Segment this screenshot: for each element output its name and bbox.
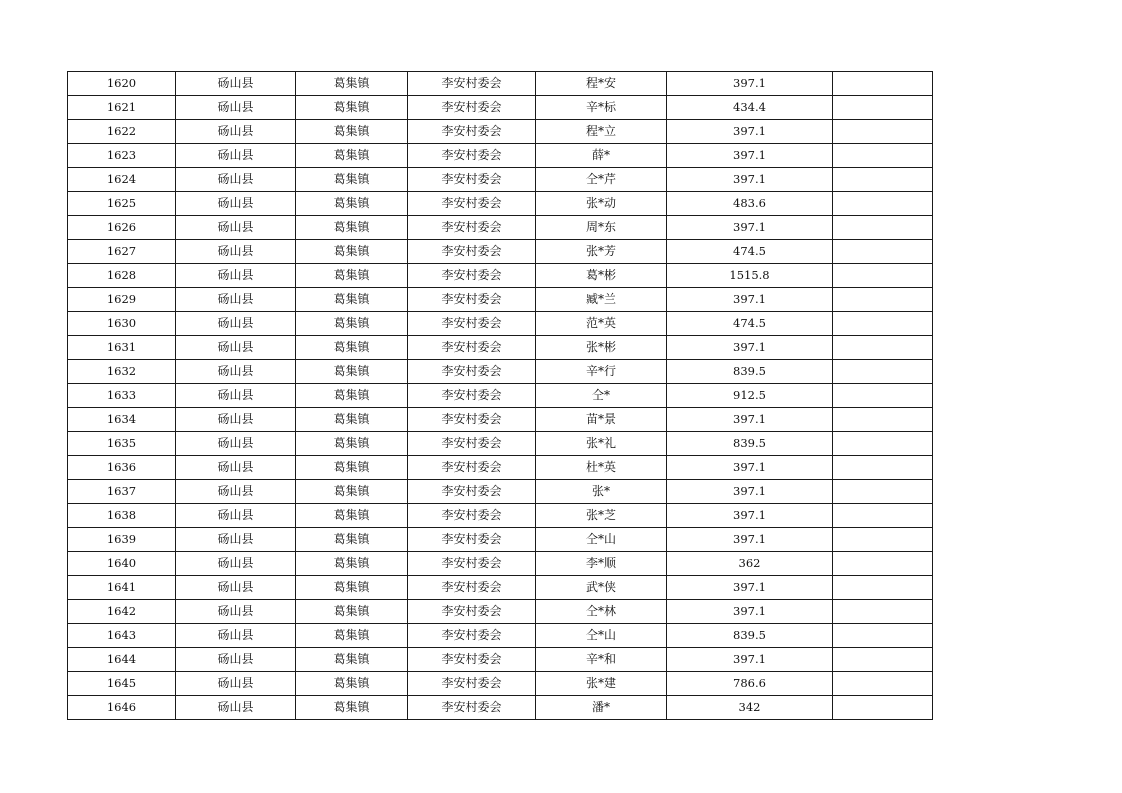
town-cell: 葛集镇: [296, 552, 408, 576]
row-number-cell: 1644: [68, 648, 176, 672]
amount-cell: 786.6: [667, 672, 833, 696]
remark-cell: [833, 480, 933, 504]
name-cell: 张*芝: [536, 504, 667, 528]
amount-cell: 1515.8: [667, 264, 833, 288]
county-cell: 砀山县: [176, 480, 296, 504]
name-cell: 辛*和: [536, 648, 667, 672]
table-row: [68, 168, 933, 192]
name-cell: 仝*芹: [536, 168, 667, 192]
row-number-cell: 1632: [68, 360, 176, 384]
county-cell: 砀山县: [176, 384, 296, 408]
name-cell: 辛*标: [536, 96, 667, 120]
name-cell: 张*礼: [536, 432, 667, 456]
town-cell: 葛集镇: [296, 240, 408, 264]
village-cell: 李安村委会: [408, 264, 536, 288]
county-cell: 砀山县: [176, 528, 296, 552]
amount-cell: 397.1: [667, 528, 833, 552]
name-cell: 仝*林: [536, 600, 667, 624]
table-row: [68, 480, 933, 504]
table-row: [68, 672, 933, 696]
county-cell: 砀山县: [176, 648, 296, 672]
remark-cell: [833, 384, 933, 408]
amount-cell: 397.1: [667, 72, 833, 96]
name-cell: 范*英: [536, 312, 667, 336]
county-cell: 砀山县: [176, 216, 296, 240]
row-number-cell: 1624: [68, 168, 176, 192]
amount-cell: 434.4: [667, 96, 833, 120]
amount-cell: 397.1: [667, 408, 833, 432]
town-cell: 葛集镇: [296, 192, 408, 216]
table-row: [68, 432, 933, 456]
county-cell: 砀山县: [176, 144, 296, 168]
village-cell: 李安村委会: [408, 576, 536, 600]
town-cell: 葛集镇: [296, 336, 408, 360]
village-cell: 李安村委会: [408, 288, 536, 312]
county-cell: 砀山县: [176, 336, 296, 360]
county-cell: 砀山县: [176, 312, 296, 336]
amount-cell: 912.5: [667, 384, 833, 408]
table-row: [68, 360, 933, 384]
amount-cell: 397.1: [667, 120, 833, 144]
amount-cell: 397.1: [667, 648, 833, 672]
town-cell: 葛集镇: [296, 168, 408, 192]
remark-cell: [833, 504, 933, 528]
village-cell: 李安村委会: [408, 336, 536, 360]
village-cell: 李安村委会: [408, 144, 536, 168]
village-cell: 李安村委会: [408, 624, 536, 648]
table-row: [68, 552, 933, 576]
village-cell: 李安村委会: [408, 432, 536, 456]
remark-cell: [833, 648, 933, 672]
amount-cell: 342: [667, 696, 833, 720]
town-cell: 葛集镇: [296, 144, 408, 168]
name-cell: 薛*: [536, 144, 667, 168]
amount-cell: 397.1: [667, 144, 833, 168]
name-cell: 程*立: [536, 120, 667, 144]
village-cell: 李安村委会: [408, 600, 536, 624]
town-cell: 葛集镇: [296, 408, 408, 432]
name-cell: 张*动: [536, 192, 667, 216]
row-number-cell: 1621: [68, 96, 176, 120]
town-cell: 葛集镇: [296, 504, 408, 528]
county-cell: 砀山县: [176, 240, 296, 264]
row-number-cell: 1622: [68, 120, 176, 144]
village-cell: 李安村委会: [408, 216, 536, 240]
row-number-cell: 1642: [68, 600, 176, 624]
amount-cell: 397.1: [667, 168, 833, 192]
county-cell: 砀山县: [176, 672, 296, 696]
county-cell: 砀山县: [176, 456, 296, 480]
town-cell: 葛集镇: [296, 600, 408, 624]
table-row: [68, 528, 933, 552]
remark-cell: [833, 672, 933, 696]
table-row: [68, 240, 933, 264]
row-number-cell: 1646: [68, 696, 176, 720]
table-row: [68, 600, 933, 624]
town-cell: 葛集镇: [296, 672, 408, 696]
town-cell: 葛集镇: [296, 624, 408, 648]
table-row: [68, 648, 933, 672]
remark-cell: [833, 120, 933, 144]
row-number-cell: 1631: [68, 336, 176, 360]
village-cell: 李安村委会: [408, 312, 536, 336]
town-cell: 葛集镇: [296, 312, 408, 336]
name-cell: 张*: [536, 480, 667, 504]
table-row: [68, 288, 933, 312]
village-cell: 李安村委会: [408, 96, 536, 120]
table-row: [68, 96, 933, 120]
table-row: [68, 504, 933, 528]
row-number-cell: 1638: [68, 504, 176, 528]
village-cell: 李安村委会: [408, 696, 536, 720]
remark-cell: [833, 192, 933, 216]
town-cell: 葛集镇: [296, 72, 408, 96]
table-row: [68, 576, 933, 600]
remark-cell: [833, 696, 933, 720]
town-cell: 葛集镇: [296, 120, 408, 144]
remark-cell: [833, 432, 933, 456]
county-cell: 砀山县: [176, 600, 296, 624]
table-body: [68, 72, 933, 720]
town-cell: 葛集镇: [296, 696, 408, 720]
remark-cell: [833, 336, 933, 360]
village-cell: 李安村委会: [408, 552, 536, 576]
amount-cell: 839.5: [667, 624, 833, 648]
name-cell: 张*芳: [536, 240, 667, 264]
village-cell: 李安村委会: [408, 648, 536, 672]
county-cell: 砀山县: [176, 288, 296, 312]
name-cell: 苗*景: [536, 408, 667, 432]
amount-cell: 397.1: [667, 576, 833, 600]
town-cell: 葛集镇: [296, 96, 408, 120]
amount-cell: 839.5: [667, 360, 833, 384]
amount-cell: 397.1: [667, 336, 833, 360]
town-cell: 葛集镇: [296, 360, 408, 384]
row-number-cell: 1640: [68, 552, 176, 576]
town-cell: 葛集镇: [296, 216, 408, 240]
name-cell: 武*侠: [536, 576, 667, 600]
amount-cell: 397.1: [667, 504, 833, 528]
county-cell: 砀山县: [176, 504, 296, 528]
county-cell: 砀山县: [176, 192, 296, 216]
amount-cell: 397.1: [667, 480, 833, 504]
town-cell: 葛集镇: [296, 264, 408, 288]
remark-cell: [833, 552, 933, 576]
table-row: [68, 456, 933, 480]
row-number-cell: 1641: [68, 576, 176, 600]
row-number-cell: 1620: [68, 72, 176, 96]
remark-cell: [833, 360, 933, 384]
town-cell: 葛集镇: [296, 648, 408, 672]
row-number-cell: 1625: [68, 192, 176, 216]
name-cell: 葛*彬: [536, 264, 667, 288]
village-cell: 李安村委会: [408, 504, 536, 528]
remark-cell: [833, 168, 933, 192]
table-row: [68, 144, 933, 168]
amount-cell: 397.1: [667, 600, 833, 624]
name-cell: 张*彬: [536, 336, 667, 360]
town-cell: 葛集镇: [296, 528, 408, 552]
amount-cell: 362: [667, 552, 833, 576]
county-cell: 砀山县: [176, 168, 296, 192]
amount-cell: 474.5: [667, 240, 833, 264]
village-cell: 李安村委会: [408, 408, 536, 432]
remark-cell: [833, 600, 933, 624]
county-cell: 砀山县: [176, 360, 296, 384]
name-cell: 张*建: [536, 672, 667, 696]
village-cell: 李安村委会: [408, 480, 536, 504]
village-cell: 李安村委会: [408, 168, 536, 192]
county-cell: 砀山县: [176, 408, 296, 432]
row-number-cell: 1639: [68, 528, 176, 552]
name-cell: 杜*英: [536, 456, 667, 480]
amount-cell: 397.1: [667, 288, 833, 312]
table-row: [68, 384, 933, 408]
amount-cell: 474.5: [667, 312, 833, 336]
town-cell: 葛集镇: [296, 384, 408, 408]
remark-cell: [833, 576, 933, 600]
amount-cell: 397.1: [667, 216, 833, 240]
remark-cell: [833, 288, 933, 312]
table-row: [68, 264, 933, 288]
amount-cell: 483.6: [667, 192, 833, 216]
county-cell: 砀山县: [176, 432, 296, 456]
table-row: [68, 192, 933, 216]
county-cell: 砀山县: [176, 624, 296, 648]
county-cell: 砀山县: [176, 264, 296, 288]
village-cell: 李安村委会: [408, 528, 536, 552]
row-number-cell: 1643: [68, 624, 176, 648]
row-number-cell: 1637: [68, 480, 176, 504]
row-number-cell: 1629: [68, 288, 176, 312]
village-cell: 李安村委会: [408, 240, 536, 264]
amount-cell: 397.1: [667, 456, 833, 480]
row-number-cell: 1623: [68, 144, 176, 168]
data-table: [67, 71, 933, 720]
village-cell: 李安村委会: [408, 384, 536, 408]
row-number-cell: 1636: [68, 456, 176, 480]
remark-cell: [833, 264, 933, 288]
name-cell: 臧*兰: [536, 288, 667, 312]
table-row: [68, 120, 933, 144]
remark-cell: [833, 456, 933, 480]
name-cell: 辛*行: [536, 360, 667, 384]
row-number-cell: 1627: [68, 240, 176, 264]
table-row: [68, 72, 933, 96]
town-cell: 葛集镇: [296, 288, 408, 312]
name-cell: 仝*山: [536, 528, 667, 552]
town-cell: 葛集镇: [296, 432, 408, 456]
town-cell: 葛集镇: [296, 480, 408, 504]
county-cell: 砀山县: [176, 120, 296, 144]
remark-cell: [833, 312, 933, 336]
town-cell: 葛集镇: [296, 456, 408, 480]
remark-cell: [833, 96, 933, 120]
row-number-cell: 1633: [68, 384, 176, 408]
remark-cell: [833, 240, 933, 264]
village-cell: 李安村委会: [408, 120, 536, 144]
county-cell: 砀山县: [176, 696, 296, 720]
name-cell: 仝*: [536, 384, 667, 408]
remark-cell: [833, 408, 933, 432]
row-number-cell: 1645: [68, 672, 176, 696]
name-cell: 李*顺: [536, 552, 667, 576]
table-row: [68, 624, 933, 648]
row-number-cell: 1634: [68, 408, 176, 432]
row-number-cell: 1630: [68, 312, 176, 336]
remark-cell: [833, 528, 933, 552]
county-cell: 砀山县: [176, 72, 296, 96]
county-cell: 砀山县: [176, 96, 296, 120]
village-cell: 李安村委会: [408, 360, 536, 384]
remark-cell: [833, 216, 933, 240]
row-number-cell: 1628: [68, 264, 176, 288]
village-cell: 李安村委会: [408, 456, 536, 480]
table-row: [68, 336, 933, 360]
county-cell: 砀山县: [176, 576, 296, 600]
name-cell: 潘*: [536, 696, 667, 720]
town-cell: 葛集镇: [296, 576, 408, 600]
county-cell: 砀山县: [176, 552, 296, 576]
name-cell: 仝*山: [536, 624, 667, 648]
row-number-cell: 1626: [68, 216, 176, 240]
table-row: [68, 312, 933, 336]
remark-cell: [833, 72, 933, 96]
row-number-cell: 1635: [68, 432, 176, 456]
village-cell: 李安村委会: [408, 192, 536, 216]
table-row: [68, 408, 933, 432]
amount-cell: 839.5: [667, 432, 833, 456]
remark-cell: [833, 144, 933, 168]
name-cell: 周*东: [536, 216, 667, 240]
village-cell: 李安村委会: [408, 72, 536, 96]
table-row: [68, 696, 933, 720]
remark-cell: [833, 624, 933, 648]
village-cell: 李安村委会: [408, 672, 536, 696]
table-row: [68, 216, 933, 240]
name-cell: 程*安: [536, 72, 667, 96]
